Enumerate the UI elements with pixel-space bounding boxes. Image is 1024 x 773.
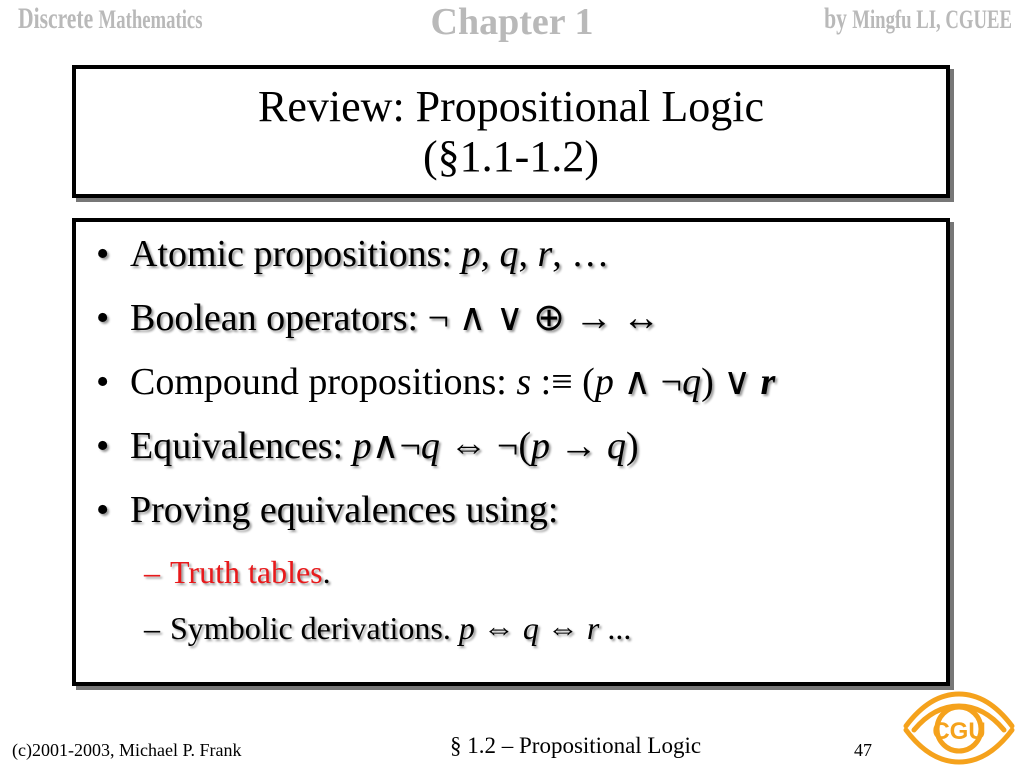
course-title: Discrete Mathematics [18,2,203,35]
bullet-marker: • [96,233,110,275]
chapter-label: Chapter 1 [430,1,594,43]
sub-bullet-marker: – [144,554,160,590]
sub-bullet-marker: – [144,610,160,646]
bullet-proving-equivalences: • Proving equivalences using: [96,489,559,531]
bullet-marker: • [96,425,110,467]
sub-bullet-symbolic-derivations: – Symbolic derivations. p ⇔ q ⇔ r ... [144,610,632,646]
cgu-logo-icon [900,686,1018,773]
author-credit: by Mingfu LI, CGUEE [824,2,1012,35]
bullet-atomic-propositions: • Atomic propositions: p, q, r, … [96,233,610,275]
section-footer: § 1.2 – Propositional Logic [450,733,702,758]
slide-title-box [72,65,950,198]
bullet-equivalences: • Equivalences: p∧¬q ⇔ ¬(p → q) [96,425,639,467]
bullet-list [88,234,938,666]
bullet-marker: • [96,361,110,403]
bullet-boolean-operators: • Boolean operators: ¬ ∧ ∨ ⊕ → ↔ [96,297,660,339]
slide-title: Review: Propositional Logic [258,81,764,131]
slide-subtitle: (§1.1-1.2) [423,131,599,181]
logo-text: CGU [932,718,986,745]
bullet-marker: • [96,297,110,339]
page-number: 47 [854,740,872,760]
slide-content-box [72,218,950,686]
sub-bullet-truth-tables: – Truth tables. [144,554,331,590]
copyright-footer: (c)2001-2003, Michael P. Frank [12,740,242,760]
bullet-compound-propositions: • Compound propositions: s :≡ (p ∧ ¬q) ∨ r [96,361,776,403]
bullet-marker: • [96,489,110,531]
operator-symbols: ¬ ∧ ∨ ⊕ → ↔ [427,297,660,339]
